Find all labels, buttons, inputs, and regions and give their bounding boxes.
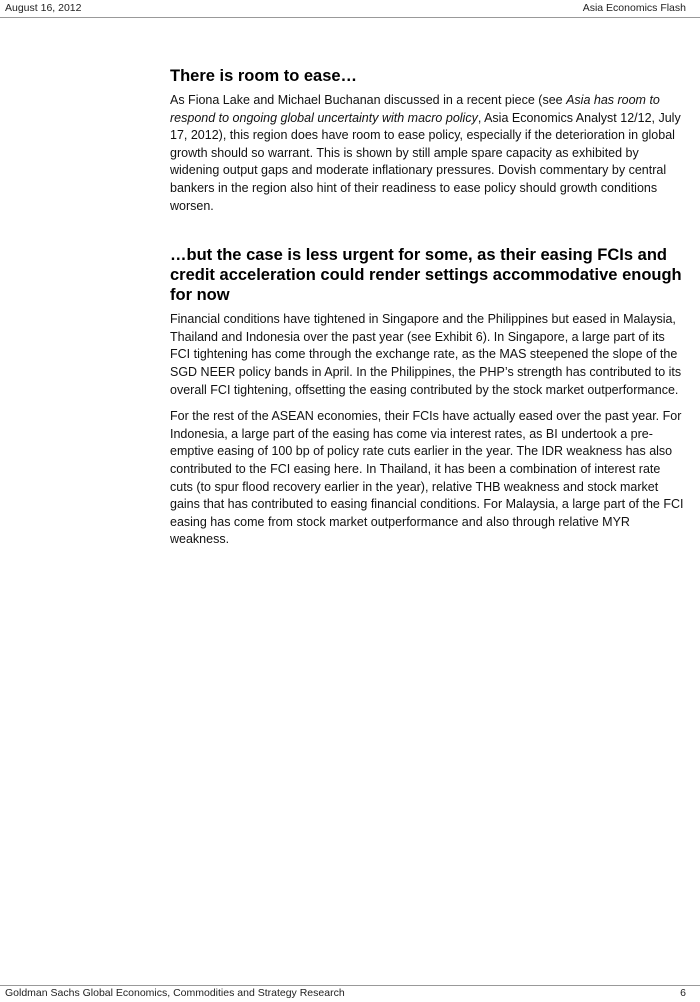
section-heading-room-to-ease: There is room to ease… <box>170 67 358 85</box>
footer-divider <box>0 985 700 986</box>
header-publication: Asia Economics Flash <box>582 2 686 14</box>
page-number: 6 <box>680 987 686 999</box>
paragraph-room-to-ease <box>170 92 685 215</box>
section-room-to-ease <box>170 66 685 215</box>
header-date: August 16, 2012 <box>5 2 82 14</box>
paragraph-asean-easing: For the rest of the ASEAN economies, their FCIs have actually eased over the past year. For Indonesia, a large part of the easing has come via interest rates, as BI undertook a pre-emptive easing of 100 bp of policy rate cuts earlier in the year. The IDR weakness has also contributed to the FCI easing here. In Thailand, it has been a combination of interest rate cuts (to spur flood recovery earlier in the year), relative THB weakness and stock market gains that has contributed to easing financial conditions. For Malaysia, a large part of the FCI easing has come from stock market outperformance and also through relative MYR weakness. <box>170 409 684 547</box>
cited-title: Asia has room to respond to ongoing global uncertainty with macro policy <box>170 93 660 125</box>
section-heading-less-urgent: …but the case is less urgent for some, as their easing FCIs and credit acceleration could render settings accommodative enough for now <box>170 246 682 305</box>
section-less-urgent <box>170 245 685 549</box>
paragraph-text-start: As Fiona Lake and Michael Buchanan discussed in a recent piece (see <box>170 93 567 107</box>
main-content <box>170 66 685 558</box>
paragraph-fci-tightening: Financial conditions have tightened in Singapore and the Philippines but eased in Malaysia, Thailand and Indonesia over the past year (see Exhibit 6). In Singapore, a large part of its FCI tightening has come through the exchange rate, as the MAS steepened the slope of the SGD NEER policy bands in April. In the Philippines, the PHP’s strength has contributed to its overall FCI tightening, offsetting the easing contributed by the stock market outperformance. <box>170 312 682 397</box>
header-divider <box>0 17 700 18</box>
paragraph-text-end: , Asia Economics Analyst 12/12, July 17, 2012), this region does have room to ease policy, especially if the deterioration in global growth should so warrant. This is shown by still ample spare capacity as exhibited by widening output gaps and moderate inflationary pressures. Dovish commentary by central bankers in the region also hint of their readiness to ease policy should growth conditions worsen. <box>170 110 681 213</box>
footer-source: Goldman Sachs Global Economics, Commodities and Strategy Research <box>5 987 345 999</box>
